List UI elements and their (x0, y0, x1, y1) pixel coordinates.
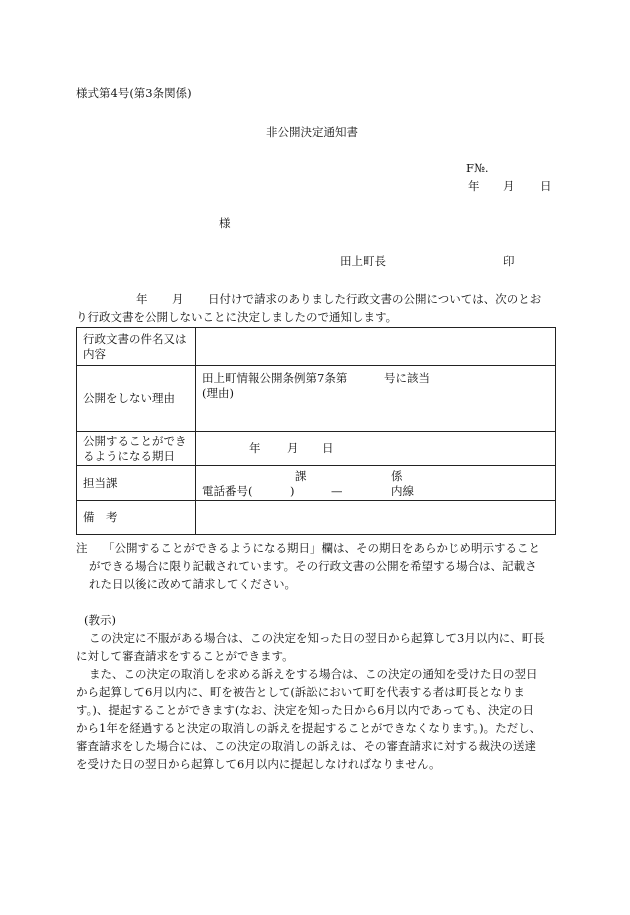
intro-line1-rest: 日付けで請求のありました行政文書の公開については、次のとお (208, 292, 542, 306)
phone-paren-close: ) (290, 484, 295, 498)
addressee-suffix: 様 (219, 216, 231, 230)
label-available-date: 公開することができるようになる期日 (77, 432, 196, 466)
table-row-reason (77, 366, 556, 432)
document-title: 非公開決定通知書 (266, 125, 358, 139)
label-department: 担当課 (77, 466, 196, 501)
value-available-date (196, 432, 556, 466)
phone-dash: — (331, 484, 343, 498)
document-number-label: F№. (466, 161, 489, 175)
form-number: 様式第4号(第3条関係) (76, 86, 192, 100)
available-year: 年 (249, 441, 261, 455)
table-row-document (77, 328, 556, 366)
reason-clause-prefix: 田上町情報公開条例第7条第 (202, 371, 348, 385)
intro-year: 年 (136, 292, 148, 306)
date-month: 月 (503, 179, 515, 193)
instruction-p2-line6: を受けた日の翌日から起算して6月以内に提起しなければなりません。 (76, 757, 441, 771)
available-day: 日 (322, 441, 334, 455)
date-day: 日 (540, 179, 552, 193)
label-document-subject: 行政文書の件名又は内容 (77, 328, 196, 366)
reason-clause-suffix: 号に該当 (384, 371, 430, 385)
instruction-p1-line2: に対して審査請求をすることができます。 (76, 649, 294, 663)
label-remarks: 備 考 (77, 501, 196, 535)
value-document-subject (196, 328, 556, 366)
phone-label: 電話番号( (202, 484, 253, 498)
instruction-p1-line1: この決定に不服がある場合は、この決定を知った日の翌日から起算して3月以内に、町長 (89, 631, 545, 645)
table-row-department (77, 466, 556, 501)
issuer-name: 田上町長 (340, 254, 386, 268)
instruction-p2-line3: す。)、提起することができます(なお、決定を知った日から6月以内であっても、決定の日 (76, 703, 535, 717)
date-year: 年 (468, 179, 480, 193)
instruction-p2-line2: から起算して6月以内に、町を被告として(訴訟において町を代表する者は町長となりま (76, 685, 525, 699)
note-prefix: 注 (76, 541, 88, 555)
seal-mark: 印 (503, 254, 515, 268)
available-month: 月 (287, 441, 299, 455)
note-line2: ができる場合に限り記載されています。その行政文書の公開を希望する場合は、記載さ (89, 559, 537, 573)
note-line1: 「公開することができるようになる期日」欄は、その期日をあらかじめ明示すること (103, 541, 540, 555)
intro-line2: り行政文書を公開しないことに決定しましたので通知します。 (76, 310, 398, 324)
table-row-remarks (77, 501, 556, 535)
department-kakari: 係 (391, 469, 403, 483)
department-ka: 課 (295, 469, 307, 483)
value-remarks (196, 501, 556, 535)
note-line3: れた日以後に改めて請求してください。 (89, 577, 296, 591)
notice-table (76, 327, 556, 535)
instruction-p2-line5: 審査請求をした場合には、この決定の取消しの訴えは、その審査請求に対する裁決の送達 (76, 739, 536, 753)
instruction-heading: (教示) (84, 613, 116, 627)
value-reason (196, 366, 556, 432)
label-reason: 公開をしない理由 (77, 366, 196, 432)
intro-month: 月 (172, 292, 184, 306)
instruction-p2-line1: また、この決定の取消しを求める訴えをする場合は、この決定の通知を受けた日の翌日 (89, 667, 538, 681)
instruction-p2-line4: から1年を経過すると決定の取消しの訴えを提起することができなくなります。)。ただし、 (76, 721, 542, 735)
phone-extension-label: 内線 (391, 484, 414, 498)
table-row-date (77, 432, 556, 466)
reason-label: (理由) (202, 386, 234, 400)
value-department (196, 466, 556, 501)
